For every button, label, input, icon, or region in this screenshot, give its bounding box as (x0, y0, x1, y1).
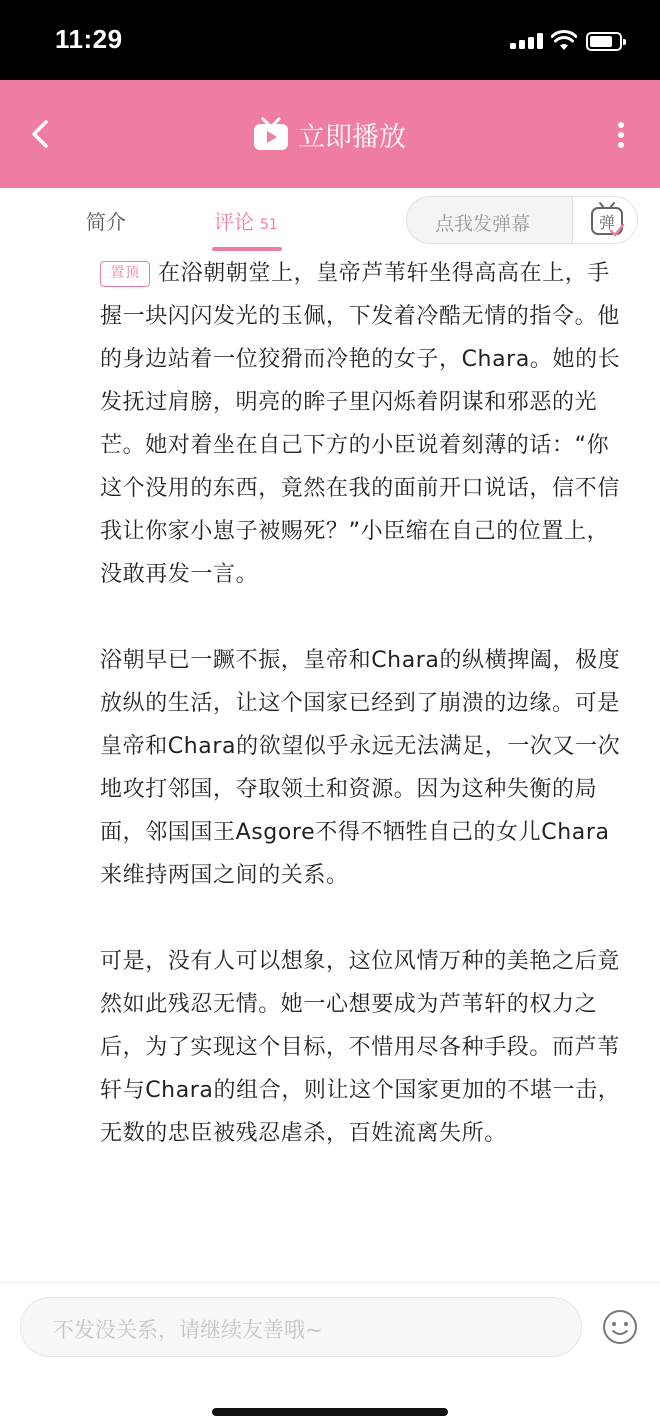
comment-content (0, 252, 660, 1282)
danmaku-placeholder: 点我发弹幕 (435, 213, 531, 235)
header-title: 立即播放 (298, 121, 406, 153)
danmaku-input[interactable] (406, 196, 638, 244)
comment-input-bar (0, 1282, 660, 1428)
wifi-icon (551, 30, 577, 52)
paragraph-text: 浴朝早已一蹶不振，皇帝和Chara的纵横捭阖，极度放纵的生活，让这个国家已经到了崩溃的边缘。可是皇帝和Chara的欲望似乎永远无法满足，一次又一次地攻打邻国，夺取领土和资源。因为这种失衡的局面，邻国国王Asgore不得不牺牲自己的女儿Chara来维持两国之间的关系。 (100, 648, 621, 888)
comment-input[interactable] (20, 1297, 582, 1357)
paragraph-text: 在浴朝朝堂上，皇帝芦苇轩坐得高高在上，手握一块闪闪发光的玉佩，下发着冷酷无情的指令。他的身边站着一位狡猾而冷艳的女子，Chara。她的长发抚过肩膀，明亮的眸子里闪烁着阴谋和邪恶的光芒。她对着坐在自己下方的小臣说着刻薄的话：“你这个没用的东西，竟然在我的面前开口说话，信不信我让你家小崽子被赐死？”小臣缩在自己的位置上，没敢再发一言。 (100, 261, 621, 587)
tab-comments-label: 评论 (214, 210, 254, 234)
app-header (0, 80, 660, 188)
home-indicator (212, 1408, 448, 1416)
play-now-button[interactable] (252, 114, 406, 154)
back-button[interactable] (22, 110, 62, 158)
comment-paragraph (100, 252, 630, 596)
status-bar (0, 0, 660, 80)
paragraph-text: 可是，没有人可以想象，这位风情万种的美艳之后竟然如此残忍无情。她一心想要成为芦苇轩的权力之后，为了实现这个目标，不惜用尽各种手段。而芦苇轩与Chara的组合，则让这个国家更加的不堪一击，无数的忠臣被残忍虐杀，百姓流离失所。 (100, 949, 621, 1146)
tab-comments[interactable] (214, 206, 278, 235)
tab-bar (0, 188, 660, 252)
danmaku-icon (589, 201, 625, 239)
danmaku-icon-text: 弹 (598, 213, 616, 232)
comment-paragraph (100, 940, 630, 1155)
pinned-badge: 置顶 (100, 261, 150, 287)
comment-paragraph (100, 639, 630, 897)
emoji-icon[interactable] (602, 1309, 638, 1345)
battery-icon (586, 32, 622, 51)
danmaku-toggle-button[interactable] (573, 197, 638, 244)
comment-count: 51 (260, 217, 278, 233)
tab-intro-label: 简介 (86, 210, 126, 234)
comment-input-placeholder: 不发没关系，请继续友善哦~ (53, 1318, 323, 1342)
status-time: 11:29 (55, 24, 123, 54)
tab-intro[interactable] (86, 206, 126, 235)
active-tab-indicator (212, 247, 282, 251)
cellular-signal-icon (510, 33, 544, 49)
tv-play-icon (252, 116, 290, 152)
chevron-left-icon (22, 110, 62, 158)
more-options-button[interactable] (606, 110, 636, 158)
